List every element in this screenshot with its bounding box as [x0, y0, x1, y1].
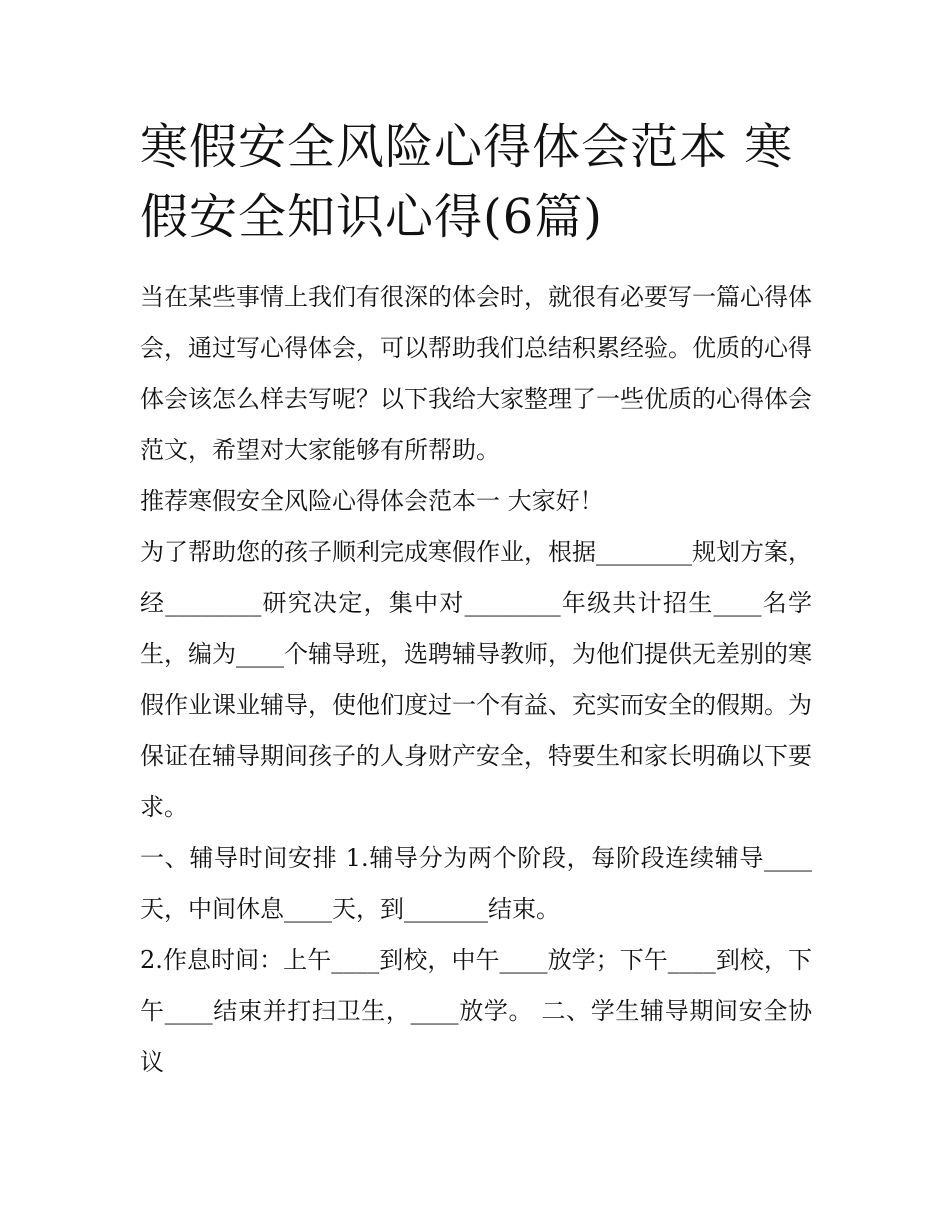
intro-paragraph: 当在某些事情上我们有很深的体会时，就很有必要写一篇心得体会，通过写心得体会，可以帮助我们总结积累经验。优质的心得体会该怎么样去写呢？以下我给大家整理了一些优质的心得体会范文，希望对大家能够有所帮助。 — [140, 283, 812, 464]
recommend-heading-paragraph: 推荐寒假安全风险心得体会范本一 大家好！ — [140, 487, 604, 515]
timetable-paragraph: 2.作息时间：上午____到校，中午____放学；下午____到校，下午____结束并打扫卫生，____放学。 二、学生辅导期间安全协议 — [140, 946, 812, 1076]
document-title: 寒假安全风险心得体会范本 寒假安全知识心得(6篇) — [140, 119, 794, 245]
purpose-paragraph: 为了帮助您的孩子顺利完成寒假作业，根据________规划方案，经________研究决定，集中对________年级共计招生____名学生，编为____个辅导班，选聘辅导教师，为他们提供无差别的寒假作业课业辅导，使他们度过一个有益、充实而安全的假期。为保证在辅导期间孩子的人身财产安全，特要生和家长明确以下要求。 — [140, 538, 812, 821]
schedule-paragraph: 一、辅导时间安排 1.辅导分为两个阶段，每阶段连续辅导____天，中间休息____天，到_______结束。 — [140, 844, 812, 923]
document-page — [140, 112, 812, 1088]
